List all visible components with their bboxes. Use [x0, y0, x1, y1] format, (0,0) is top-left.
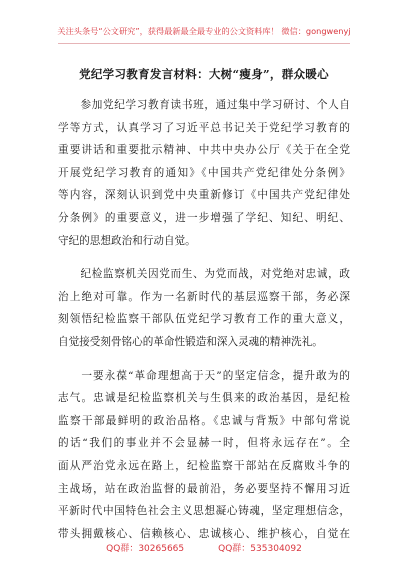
text-line: 自觉接受刻骨铭心的革命性锻造和深入灵魂的精神洗礼。 — [58, 335, 323, 348]
text-line: 治上绝对可靠。作为一名新时代的基层巡察干部，务必深 — [58, 290, 350, 303]
header-banner: 关注头条号“公文研究”，获得最新最全最专业的公文资料库！ 微信：gongwenyj — [57, 26, 351, 36]
header-divider — [58, 43, 350, 44]
text-line: 监察干部最鲜明的政治品格。《忠诚与背叛》中部句常说 — [58, 414, 350, 427]
document-title: 党纪学习教育发言材料：大树“瘦身”，群众暖心 — [79, 67, 329, 81]
footer-qq-group-1: QQ群：30265665 — [106, 544, 185, 554]
text-line: 带头拥戴核心、信赖核心、忠诚核心、维护核心，自觉在 — [58, 527, 350, 540]
text-line: 面从严治党永远在路上，纪检监察干部站在反腐败斗争的 — [58, 459, 350, 472]
text-line: 志气。忠诚是纪检监察机关与生俱来的政治基因，是纪检 — [58, 392, 350, 405]
text-line: 学等方式，认真学习了习近平总书记关于党纪学习教育的 — [58, 121, 350, 134]
footer-qq-group-2: QQ群：535304092 — [218, 544, 302, 554]
text-line: 分条例》的重要意义，进一步增强了学纪、知纪、明纪、 — [58, 211, 350, 224]
text-line: 主战场，站在政治监督的最前沿，务必要坚持不懈用习近 — [58, 482, 350, 495]
text-line: 开展党纪学习教育的通知》《中国共产党纪律处分条例》 — [58, 166, 350, 179]
text-line: 重要讲话和重要批示精神、中共中央办公厅《关于在全党 — [58, 144, 350, 157]
text-line: 的话“我们的事业并不会显赫一时，但将永远存在”。全 — [58, 437, 350, 450]
paragraph — [58, 365, 350, 546]
text-line: 纪检监察机关因党而生、为党而战，对党绝对忠诚，政 — [58, 268, 350, 281]
footer-contact — [0, 541, 408, 554]
text-line: 平新时代中国特色社会主义思想凝心铸魂，坚定理想信念， — [58, 505, 350, 518]
text-line: 一要永葆“革命理想高于天”的坚定信念，提升敢为的 — [58, 369, 350, 382]
text-line: 守纪的思想政治和行动自觉。 — [58, 234, 196, 247]
paragraph — [58, 94, 350, 252]
text-line: 参加党纪学习教育读书班，通过集中学习研讨、个人自 — [58, 99, 350, 111]
document-body — [58, 94, 350, 545]
text-line: 刻领悟纪检监察干部队伍党纪学习教育工作的重大意义， — [58, 313, 350, 326]
paragraph — [58, 263, 350, 353]
text-line: 等内容，深刻认识到党中央重新修订《中国共产党纪律处 — [58, 189, 350, 202]
